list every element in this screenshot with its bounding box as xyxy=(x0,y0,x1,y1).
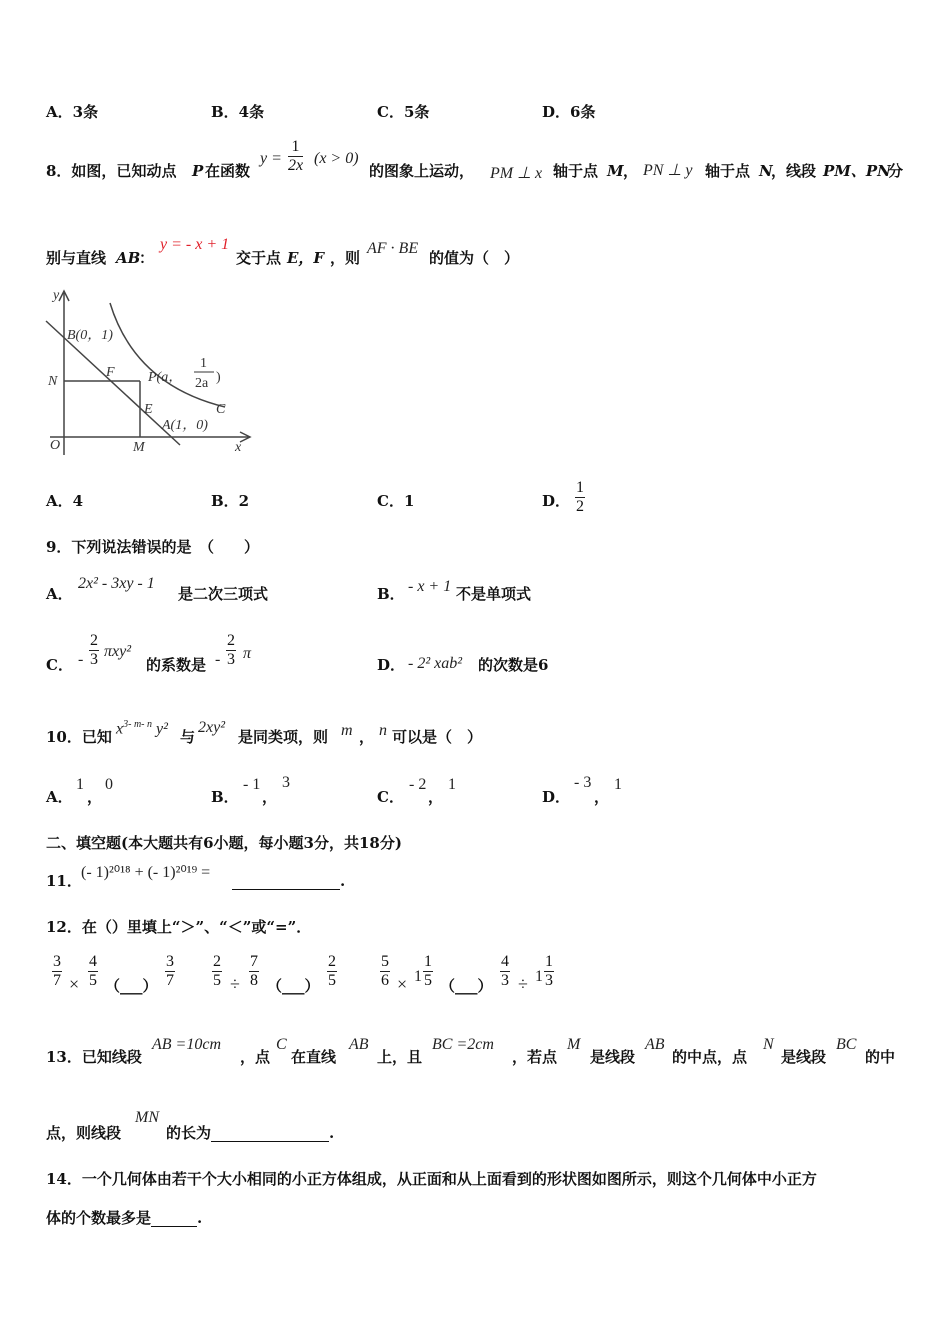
q8-option-d-num: 1 xyxy=(576,479,584,496)
q10-d-v2: 1 xyxy=(614,776,622,793)
q10-c-v1: - 2 xyxy=(409,776,427,793)
q8-fen: 分 xyxy=(888,162,904,180)
q8-m: M xyxy=(607,162,624,180)
q13-n: N xyxy=(763,1036,774,1053)
q8-n: N xyxy=(759,162,773,180)
q11-expr: (- 1)²⁰¹⁸ + (- 1)²⁰¹⁹ = xyxy=(81,864,211,881)
q12-e3-d3: 3 xyxy=(501,972,509,989)
q8-option-c: C．1 xyxy=(377,492,415,510)
q12-e3-n2: 1 xyxy=(424,953,432,970)
q11-blank[interactable] xyxy=(232,873,340,890)
q12-e3-d4: 3 xyxy=(545,972,553,989)
q10-option-d: D． xyxy=(542,788,571,806)
q10-a-v1: 1 xyxy=(76,776,84,793)
q8-axis-m: 轴于点 xyxy=(553,162,599,180)
q10-n: n xyxy=(379,722,387,739)
q13-if-pt: ，若点 xyxy=(512,1048,558,1066)
q8-in-func: 在函数 xyxy=(205,162,251,180)
q12-e3-n4: 1 xyxy=(545,953,553,970)
q8-product: AF · BE xyxy=(367,240,419,257)
q9-a-label: A． xyxy=(46,585,73,603)
q12-e2-frac2 xyxy=(249,953,259,990)
q12-e3-op: × xyxy=(397,974,408,994)
q8-figure xyxy=(40,285,260,460)
q13-line2: 点，则线段 xyxy=(46,1124,122,1142)
q13-is-seg2: 是线段 xyxy=(781,1048,827,1066)
q9-b-label: B． xyxy=(377,585,405,603)
q12-e3-n3: 4 xyxy=(501,953,509,970)
q13-mid: 的中点，点 xyxy=(672,1048,748,1066)
q8-pm-pn: PM、PN xyxy=(823,162,891,180)
q8-meet: 交于点 xyxy=(236,249,282,267)
q12-e2-n2: 7 xyxy=(250,953,258,970)
q14-line2-wrap xyxy=(46,1209,202,1227)
fig-label-p-den: 2a xyxy=(195,376,209,391)
q9-d-text: 的次数是6 xyxy=(478,656,549,674)
q10-may: 可以是（ ） xyxy=(392,728,483,746)
q12-e1-frac2 xyxy=(88,953,98,990)
q8-pm-perp: PM ⊥ x xyxy=(490,165,543,182)
q14-dot: . xyxy=(197,1209,203,1227)
q8-line-eq: y = - x + 1 xyxy=(160,236,230,253)
q12-e2-d2: 8 xyxy=(250,972,258,989)
q12-e1-op: × xyxy=(69,974,80,994)
q9-stem: 9．下列说法错误的是 （ ） xyxy=(46,538,259,556)
q9-c-den2: 3 xyxy=(227,651,235,668)
q13-pt: ，点 xyxy=(240,1048,271,1066)
q12-e3-op2: ÷ xyxy=(518,974,528,994)
q8-option-b: B．2 xyxy=(211,492,250,510)
q10-b-v1: - 1 xyxy=(243,776,261,793)
q8-func-den: 2x xyxy=(288,157,304,174)
q10-a-v2: 0 xyxy=(105,776,113,793)
q13-m: M xyxy=(567,1036,581,1053)
q13-mid2: 的中 xyxy=(865,1048,896,1066)
q8-pn-perp: PN ⊥ y xyxy=(643,162,693,179)
q8-segs: ，线段 xyxy=(771,162,817,180)
q10-comma: ， xyxy=(359,728,375,746)
q8-func-cond: (x > 0) xyxy=(314,150,359,167)
fig-label-x: x xyxy=(235,440,242,455)
q8-option-d: D． xyxy=(542,492,571,510)
q12-e3-whole: 1 xyxy=(414,968,422,985)
q12-e3-frac3 xyxy=(500,953,510,990)
fig-label-f: F xyxy=(106,365,115,380)
q8-comma: ， xyxy=(623,162,639,180)
q14-line2: 体的个数最多是 xyxy=(46,1209,152,1227)
q10-expr1-sup: 3- m- n xyxy=(123,719,152,730)
q12-e3-n1: 5 xyxy=(381,953,389,970)
q11-dot: . xyxy=(340,872,346,890)
q10-expr1-y: y² xyxy=(156,720,168,738)
q10-expr1-x: x xyxy=(116,720,124,738)
q8-colon: ： xyxy=(139,249,155,267)
q12-e1-n1: 3 xyxy=(53,953,61,970)
q12-e3-frac2 xyxy=(423,953,433,990)
q11-label: 11． xyxy=(46,872,82,890)
q8-option-a: A．4 xyxy=(46,492,84,510)
q10-c-v2: 1 xyxy=(448,776,456,793)
q12-e3-d1: 6 xyxy=(381,972,389,989)
q12-e1-blank[interactable]: （___） xyxy=(105,977,158,995)
q11-answer xyxy=(232,872,345,890)
q12-e2-n3: 2 xyxy=(328,953,336,970)
q12-e2-frac1 xyxy=(212,953,222,990)
fig-label-o: O xyxy=(50,438,61,453)
q8-line2-a: 别与直线 xyxy=(46,249,107,267)
fig-label-c: C xyxy=(216,402,226,417)
q9-c-pi: π xyxy=(243,645,252,662)
q10-expr2: 2xy² xyxy=(198,719,225,736)
q10-m: m xyxy=(341,722,353,739)
q12-e3-whole2: 1 xyxy=(535,968,543,985)
q12-e2-blank[interactable]: （___） xyxy=(267,977,320,995)
q10-d-v1: - 3 xyxy=(574,774,592,791)
q10-option-c: C． xyxy=(377,788,404,806)
q7-option-d: D．6条 xyxy=(542,103,596,121)
fig-label-e: E xyxy=(144,402,153,417)
fig-label-p: P(a， xyxy=(148,370,183,385)
q9-c-frac2 xyxy=(226,632,236,669)
q12-e3-frac4 xyxy=(544,953,554,990)
q13-on-line: 在直线 xyxy=(291,1048,337,1066)
q9-d-expr: - 2² xab² xyxy=(408,655,463,672)
q13-ab-eq: AB =10cm xyxy=(152,1036,221,1053)
q9-a-expr: 2x² - 3xy - 1 xyxy=(78,575,155,592)
q10-with: 与 xyxy=(180,728,196,746)
q13-blank[interactable] xyxy=(211,1125,329,1142)
q12-e2-op: ÷ xyxy=(230,974,240,994)
q8-func-fraction xyxy=(288,138,303,175)
q8-moves: 的图象上运动， xyxy=(369,162,475,180)
q13-ab: AB xyxy=(349,1036,369,1053)
q12-e3-d2: 5 xyxy=(424,972,432,989)
section2-heading: 二、填空题(本大题共有6小题，每小题3分，共18分) xyxy=(46,834,402,852)
q9-c-text: 的系数是 xyxy=(146,656,207,674)
q8-ef: E，F xyxy=(287,249,325,267)
q8-option-d-den: 2 xyxy=(576,498,584,515)
q13-and: 上，且 xyxy=(377,1048,423,1066)
fig-label-p-close: ) xyxy=(216,370,221,385)
q8-option-d-fraction xyxy=(575,479,585,516)
q12-stem: 12．在（）里填上“＞”、“＜”或“=”． xyxy=(46,918,312,936)
q12-e1-frac3 xyxy=(165,953,175,990)
q8-axis-n: 轴于点 xyxy=(705,162,751,180)
q10-a-sep: ， xyxy=(87,788,103,806)
q14-line1: 14．一个几何体由若干个大小相同的小正方体组成，从正面和从上面看到的形状图如图所示，则这个几何体中小正方 xyxy=(46,1170,817,1188)
q8-point-p: P xyxy=(192,162,204,180)
q7-option-b: B．4条 xyxy=(211,103,265,121)
q12-e1-d2: 5 xyxy=(89,972,97,989)
q9-d-label: D． xyxy=(377,656,406,674)
q12-e2-d3: 5 xyxy=(328,972,336,989)
q12-e3-frac1 xyxy=(380,953,390,990)
q12-e1-n3: 3 xyxy=(166,953,174,970)
q12-e2-n1: 2 xyxy=(213,953,221,970)
q10-option-b: B． xyxy=(211,788,239,806)
q9-b-expr: - x + 1 xyxy=(408,578,452,595)
q8-ab: AB xyxy=(116,249,141,267)
q8-lead: 8．如图，已知动点 xyxy=(46,162,177,180)
q10-expr1 xyxy=(116,719,168,738)
q13-bc: BC xyxy=(836,1036,857,1053)
q13-bc-eq: BC =2cm xyxy=(432,1036,494,1053)
curve-c xyxy=(110,303,225,407)
q12-e1-frac1 xyxy=(52,953,62,990)
q9-c-den: 3 xyxy=(90,651,98,668)
q10-option-a: A． xyxy=(46,788,73,806)
q13-c: C xyxy=(276,1036,287,1053)
q7-option-a: A．3条 xyxy=(46,103,99,121)
q12-e1-n2: 4 xyxy=(89,953,97,970)
q10-lead: 10．已知 xyxy=(46,728,112,746)
q9-c-minus2: - xyxy=(215,651,221,668)
q12-e1-d1: 7 xyxy=(53,972,61,989)
q7-option-c: C．5条 xyxy=(377,103,430,121)
q10-same: 是同类项，则 xyxy=(238,728,329,746)
q12-e3-blank[interactable]: （___） xyxy=(440,977,493,995)
q13-ab2: AB xyxy=(645,1036,665,1053)
fig-label-m: M xyxy=(133,440,145,455)
q9-c-tail: πxy² xyxy=(104,643,132,660)
q13-lead: 13．已知线段 xyxy=(46,1048,142,1066)
q8-then: ，则 xyxy=(330,249,361,267)
fig-label-y: y xyxy=(53,288,60,303)
q12-e2-d1: 5 xyxy=(213,972,221,989)
q10-b-sep: ， xyxy=(262,788,278,806)
q9-a-text: 是二次三项式 xyxy=(178,585,269,603)
q13-len-text: 的长为 xyxy=(166,1124,212,1142)
q14-blank[interactable] xyxy=(151,1210,197,1227)
q12-e2-frac3 xyxy=(327,953,337,990)
q9-b-text: 不是单项式 xyxy=(456,585,532,603)
q10-c-sep: ， xyxy=(428,788,444,806)
q9-c-minus: - xyxy=(78,651,84,668)
q9-c-num: 2 xyxy=(90,632,98,649)
fig-label-b: B(0，1) xyxy=(67,328,113,343)
q13-mn: MN xyxy=(135,1109,159,1126)
q12-e1-d3: 7 xyxy=(166,972,174,989)
q10-b-v2: 3 xyxy=(282,774,290,791)
q8-func-y: y = xyxy=(260,150,282,167)
q9-c-num2: 2 xyxy=(227,632,235,649)
fig-label-a: A(1，0) xyxy=(162,418,208,433)
fig-label-p-num: 1 xyxy=(200,356,207,371)
q13-dot: . xyxy=(329,1124,335,1142)
q9-c-label: C． xyxy=(46,656,73,674)
q8-value: 的值为（ ） xyxy=(429,249,520,267)
q9-c-frac xyxy=(89,632,99,669)
fig-label-n: N xyxy=(48,374,58,389)
q13-len xyxy=(166,1124,334,1142)
q13-is-seg: 是线段 xyxy=(590,1048,636,1066)
q10-d-sep: ， xyxy=(594,788,610,806)
q8-func-num: 1 xyxy=(288,138,303,157)
